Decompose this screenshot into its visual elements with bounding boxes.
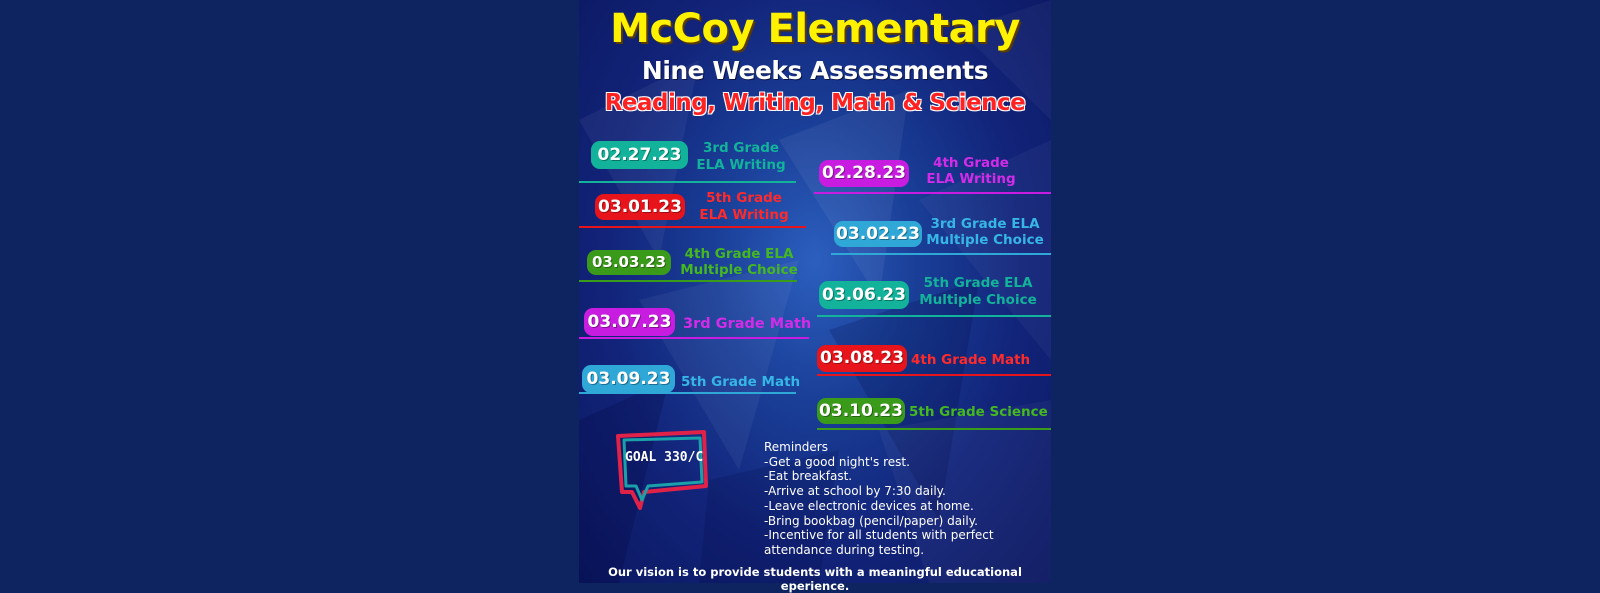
event-date: 02.27.23 [591, 141, 688, 169]
event-underline [817, 374, 1051, 376]
reminder-item: -Incentive for all students with perfect [764, 528, 994, 543]
reminder-item: -Get a good night's rest. [764, 454, 910, 469]
event-label-line2: Multiple Choice [926, 232, 1044, 248]
event-label-line1: 5th Grade Math [681, 374, 801, 390]
reminder-item: -Leave electronic devices at home. [764, 498, 974, 513]
reminder-item: -Bring bookbag (pencil/paper) daily. [764, 513, 978, 528]
reminder-item: attendance during testing. [764, 542, 925, 557]
reminder-item: -Eat breakfast. [764, 469, 853, 484]
poster-title: McCoy Elementary [610, 6, 1020, 52]
goal-text: GOAL 330/C [625, 450, 704, 465]
event-label-line1: 4th Grade [933, 155, 1009, 171]
event-date: 03.09.23 [582, 365, 675, 393]
event-label-line1: 5th Grade Science [909, 404, 1048, 420]
event-label-line1: 4th Grade ELA [684, 246, 794, 262]
assessment-poster [579, 0, 1051, 593]
event-label-line1: 3rd Grade Math [683, 316, 812, 332]
event-label-line1: 4th Grade Math [911, 352, 1031, 368]
event-date: 03.07.23 [584, 308, 675, 336]
poster-subjects: Reading, Writing, Math & Science [604, 90, 1026, 116]
event-date: 03.02.23 [834, 221, 922, 247]
event-label-line2: ELA Writing [696, 157, 786, 173]
event-label-line2: Multiple Choice [680, 262, 798, 278]
event-underline [579, 226, 806, 228]
event-underline [831, 253, 1051, 255]
event-label-line1: 5th Grade ELA [923, 275, 1033, 291]
reminders-heading: Reminders [764, 440, 828, 454]
vision-statement: Our vision is to provide students with a meaningful educational eperience. [608, 565, 1022, 593]
event-underline [817, 428, 1051, 430]
event-underline [579, 280, 797, 282]
poster-subtitle: Nine Weeks Assessments [641, 56, 989, 85]
event-date: 02.28.23 [819, 160, 909, 187]
event-label-line2: ELA Writing [699, 207, 789, 223]
event-label-line1: 5th Grade [706, 190, 782, 206]
goal-bubble-icon [614, 430, 709, 510]
event-date: 03.03.23 [587, 250, 671, 275]
reminders-list [764, 440, 994, 558]
event-date: 03.06.23 [819, 281, 909, 309]
event-underline [579, 392, 796, 394]
event-underline [814, 192, 1051, 194]
event-label-line2: ELA Writing [926, 171, 1016, 187]
event-label-line1: 3rd Grade [702, 140, 780, 156]
event-underline [579, 181, 796, 183]
event-label-line1: 3rd Grade ELA [930, 216, 1040, 232]
event-underline [579, 337, 809, 339]
event-underline [817, 315, 1051, 317]
event-label-line2: Multiple Choice [919, 292, 1037, 308]
event-date: 03.10.23 [817, 398, 905, 424]
event-date: 03.08.23 [817, 345, 907, 372]
event-date: 03.01.23 [595, 194, 685, 220]
reminder-item: -Arrive at school by 7:30 daily. [764, 484, 946, 499]
